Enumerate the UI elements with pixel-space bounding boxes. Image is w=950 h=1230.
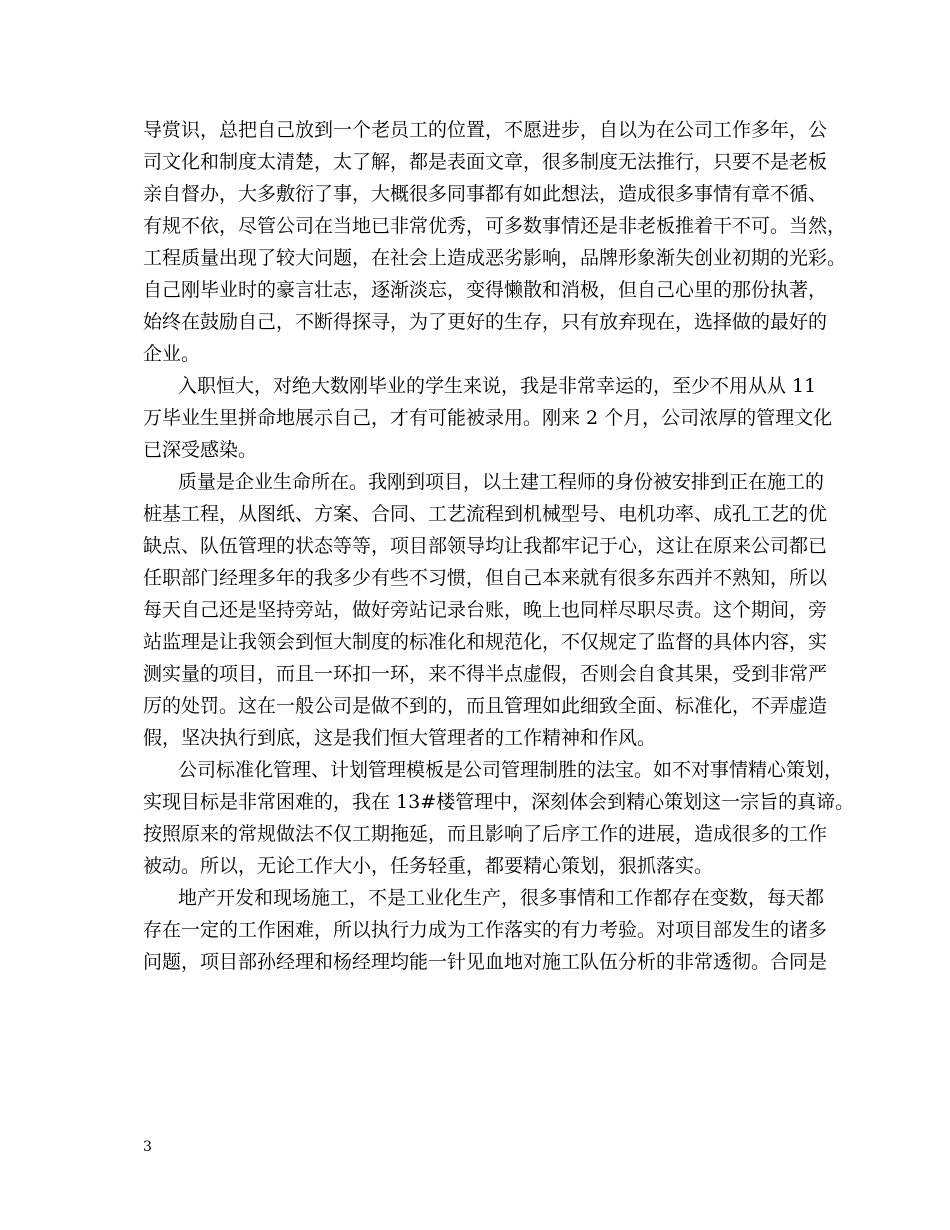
text-line: 亲自督办，大多敷衍了事，大概很多同事都有如此想法，造成很多事情有章不循、 [143, 183, 828, 205]
text-line: 假，坚决执行到底，这是我们恒大管理者的工作精神和作风。 [143, 727, 657, 749]
text-line: 有规不依，尽管公司在当地已非常优秀，可多数事情还是非老板推着干不可。当然， [143, 215, 847, 237]
text-line: 桩基工程，从图纸、方案、合同、工艺流程到机械型号、电机功率、成孔工艺的优 [143, 503, 828, 525]
text-line: 始终在鼓励自己，不断得探寻，为了更好的生存，只有放弃现在，选择做的最好的 [143, 311, 828, 333]
text-line: 实现目标是非常困难的，我在 13#楼管理中，深刻体会到精心策划这一宗旨的真谛。 [143, 791, 855, 813]
text-line: 按照原来的常规做法不仅工期拖延，而且影响了后序工作的进展，造成很多的工作 [143, 823, 828, 845]
text-line: 任职部门经理多年的我多少有些不习惯，但自己本来就有很多东西并不熟知，所以 [143, 567, 828, 589]
text-line: 测实量的项目，而且一环扣一环，来不得半点虚假，否则会自食其果，受到非常严 [143, 663, 828, 685]
paragraph-first-line: 质量是企业生命所在。我刚到项目，以土建工程师的身份被安排到正在施工的 [178, 471, 825, 493]
text-line: 问题，项目部孙经理和杨经理均能一针见血地对施工队伍分析的非常透彻。合同是 [143, 951, 828, 973]
paragraph-first-line: 入职恒大，对绝大数刚毕业的学生来说，我是非常幸运的，至少不用从从 11 [178, 375, 817, 397]
text-line: 存在一定的工作困难，所以执行力成为工作落实的有力考验。对项目部发生的诸多 [143, 919, 828, 941]
page-number: 3 [143, 1139, 152, 1155]
text-line: 企业。 [143, 343, 201, 365]
text-line: 司文化和制度太清楚，太了解，都是表面文章，很多制度无法推行，只要不是老板 [143, 151, 828, 173]
paragraph-first-line: 公司标准化管理、计划管理模板是公司管理制胜的法宝。如不对事情精心策划， [178, 759, 844, 781]
text-line: 导赏识，总把自己放到一个老员工的位置，不愿进步，自以为在公司工作多年，公 [143, 119, 828, 141]
text-line: 每天自己还是坚持旁站，做好旁站记录台账，晚上也同样尽职尽责。这个期间，旁 [143, 599, 828, 621]
text-line: 工程质量出现了较大问题，在社会上造成恶劣影响，品牌形象渐失创业初期的光彩。 [143, 247, 847, 269]
text-line: 万毕业生里拼命地展示自己，才有可能被录用。刚来 2 个月，公司浓厚的管理文化 [143, 407, 833, 429]
text-line: 被动。所以，无论工作大小，任务轻重，都要精心策划，狠抓落实。 [143, 855, 714, 877]
text-line: 厉的处罚。这在一般公司是做不到的，而且管理如此细致全面、标准化，不弄虚造 [143, 695, 828, 717]
paragraph-first-line: 地产开发和现场施工，不是工业化生产，很多事情和工作都存在变数，每天都 [178, 887, 825, 909]
text-line: 已深受感染。 [143, 439, 258, 461]
text-line: 自己刚毕业时的豪言壮志，逐渐淡忘，变得懒散和消极，但自己心里的那份执著， [143, 279, 828, 301]
text-line: 缺点、队伍管理的状态等等，项目部领导均让我都牢记于心，这让在原来公司都已 [143, 535, 828, 557]
text-line: 站监理是让我领会到恒大制度的标准化和规范化，不仅规定了监督的具体内容，实 [143, 631, 828, 653]
